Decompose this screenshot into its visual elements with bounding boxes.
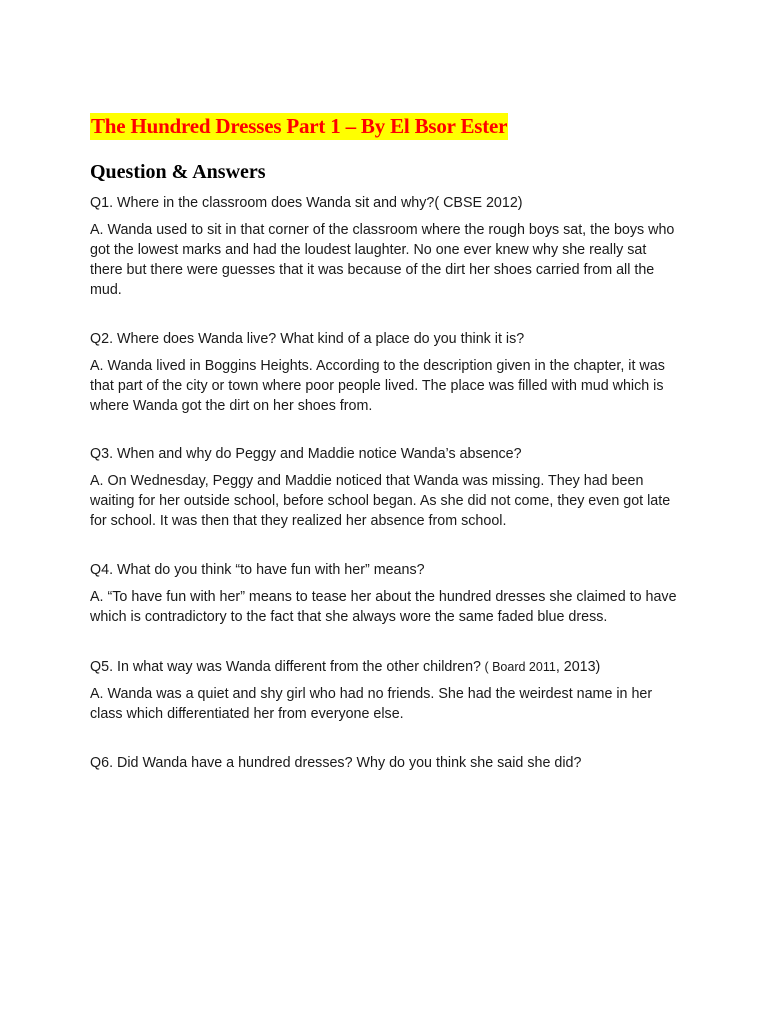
section-heading: Question & Answers: [90, 161, 266, 183]
qa-item-2: [90, 329, 680, 416]
answer-1: A. Wanda used to sit in that corner of the classroom where the rough boys sat, the boys who got the lowest marks and had the loudest laughter. No one ever knew why she really sat there but there were guesses that it was because of the dirt her shoes carried from all the mud.: [90, 222, 675, 298]
qa-item-3: [90, 444, 680, 531]
document-content: [90, 113, 680, 773]
question-5-tail: , 2013): [555, 659, 601, 675]
answer-2: A. Wanda lived in Boggins Heights. According to the description given in the chapter, it was that part of the city or town where poor people lived. The place was filled with mud which is where Wanda got the dirt on her shoes from.: [90, 358, 665, 414]
qa-item-5: [90, 657, 680, 724]
qa-item-4: [90, 560, 680, 627]
question-5-board: ( Board 2011: [480, 660, 556, 674]
answer-5: A. Wanda was a quiet and shy girl who had no friends. She had the weirdest name in her class which differentiated her from everyone else.: [90, 686, 653, 722]
qa-item-6: [90, 753, 680, 773]
document-title: The Hundred Dresses Part 1 – By El Bsor Ester: [91, 114, 508, 138]
question-4: Q4. What do you think “to have fun with her” means?: [90, 562, 425, 578]
question-1: Q1. Where in the classroom does Wanda sit and why?( CBSE 2012): [90, 195, 523, 211]
qa-item-1: [90, 193, 680, 300]
question-5-main: Q5. In what way was Wanda different from the other children?: [90, 659, 481, 675]
question-3: Q3. When and why do Peggy and Maddie notice Wanda’s absence?: [90, 446, 522, 462]
answer-4: A. “To have fun with her” means to tease her about the hundred dresses she claimed to have which is contradictory to the fact that she always wore the same faded blue dress.: [90, 589, 677, 625]
question-2: Q2. Where does Wanda live? What kind of a place do you think it is?: [90, 331, 525, 347]
answer-3: A. On Wednesday, Peggy and Maddie noticed that Wanda was missing. They had been waiting for her outside school, before school began. As she did not come, they even got late for school. It was then that they realized her absence from school.: [90, 473, 671, 529]
question-5: [90, 657, 680, 677]
question-6: Q6. Did Wanda have a hundred dresses? Why do you think she said she did?: [90, 755, 582, 771]
